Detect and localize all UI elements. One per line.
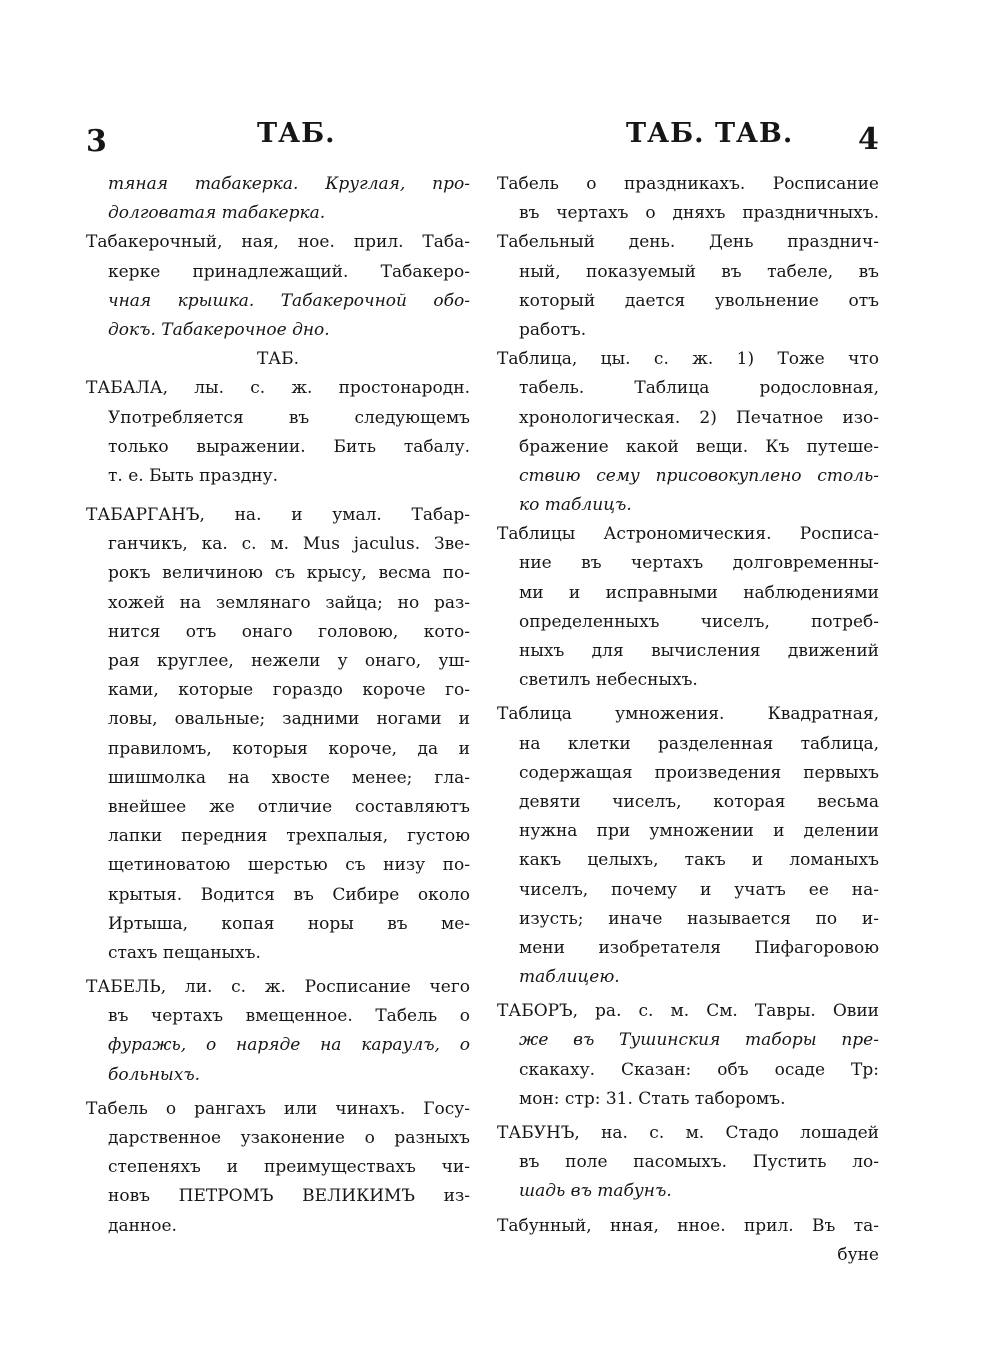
right-column — [497, 170, 879, 1270]
text-line: керке принадлежащий. Табакеро- — [108, 261, 470, 282]
text-line: ТАБАРГАНЪ, на. и умал. Табар- — [86, 505, 470, 526]
text-line: шишмолка на хвосте менее; гла- — [108, 767, 470, 788]
text-line: хронологическая. 2) Печатное изо- — [519, 407, 879, 428]
text-line: бражение какой вещи. Къ путеше- — [519, 436, 879, 457]
text-line: ТАБУНЪ, на. с. м. Стадо лошадей — [497, 1123, 879, 1143]
catchword: буне — [837, 1244, 879, 1265]
text-line: Табель о праздникахъ. Росписание — [497, 174, 879, 194]
text-line: девяти чиселъ, которая весьма — [519, 791, 879, 812]
entry-tablitsa — [497, 345, 879, 520]
text-line: скакаху. Сказан: объ осаде Тр: — [519, 1059, 879, 1080]
text-line: только выражении. Бить табалу. — [108, 436, 470, 457]
text-line: мени изобретателя Пифагоровою — [519, 937, 879, 958]
text-line: данное. — [108, 1215, 177, 1236]
text-line: ми и исправными наблюдениями — [519, 582, 879, 603]
entry-tabargan — [86, 501, 470, 968]
text-line: ТАБАЛА, лы. с. ж. простонародн. — [86, 378, 470, 399]
left-column — [86, 170, 470, 1241]
text-line: работъ. — [519, 319, 587, 340]
text-line: чиселъ, почему и учатъ ее на- — [519, 879, 879, 900]
text-line: ловы, овальные; задними ногами и — [108, 709, 470, 730]
text-line: крытыя. Водится въ Сибире около — [108, 884, 470, 905]
text-line: внейшее же отличие составляютъ — [108, 796, 470, 817]
entry-tabakerochny — [86, 228, 470, 345]
text-line: ками, которые гораздо короче го- — [108, 680, 470, 701]
entry-tabelny-den — [497, 228, 879, 345]
text-line: хожей на землянаго зайца; но раз- — [108, 592, 470, 613]
text-line: светилъ небесныхъ. — [519, 670, 698, 691]
text-line: тяная табакерка. Круглая, про- — [108, 174, 470, 194]
text-line: Табакерочный, ная, ное. прил. Таба- — [86, 232, 470, 253]
text-line: Табель о рангахъ или чинахъ. Госу- — [86, 1098, 470, 1119]
text-line: правиломъ, которыя короче, да и — [108, 738, 470, 759]
text-line: Таблица умножения. Квадратная, — [497, 704, 879, 725]
text-line: ние въ чертахъ долговременны- — [519, 553, 879, 574]
running-head-left: ТАБ. — [257, 118, 336, 149]
text-line: ТАБОРЪ, ра. с. м. См. Тавры. Овии — [497, 1001, 879, 1022]
text-line: ко таблицъ. — [519, 495, 632, 516]
page-number-right: 4 — [858, 122, 880, 157]
text-line: табель. Таблица родословная, — [519, 378, 879, 399]
entry-tabel-o-prazdnikakh — [497, 170, 879, 228]
text-line: фуражь, о наряде на караулъ, о — [108, 1035, 470, 1056]
text-line: Таблица, цы. с. ж. 1) Тоже что — [497, 349, 879, 370]
entry-tablitsy-astronomicheskiya — [497, 520, 879, 695]
text-line: ствию сему присовокуплено столь- — [519, 465, 879, 486]
text-line: докъ. Табакерочное дно. — [108, 319, 330, 340]
text-line: ТАБЕЛЬ, ли. с. ж. Росписание чего — [86, 977, 470, 998]
text-line: ный, показуемый въ табеле, въ — [519, 261, 879, 282]
text-line: мон: стр: 31. Стать таборомъ. — [519, 1088, 786, 1109]
text-line: въ чертахъ вмещенное. Табель о — [108, 1006, 470, 1027]
entry-tabakerka-continued — [86, 170, 470, 228]
entry-tabala — [86, 374, 470, 491]
text-line: въ чертахъ о дняхъ праздничныхъ. — [519, 203, 879, 224]
text-line: таблицею. — [519, 967, 620, 988]
section-heading: ТАБ. — [256, 349, 300, 370]
text-line: ныхъ для вычисления движений — [519, 641, 879, 661]
entry-tabel-o-rangakh — [86, 1095, 470, 1241]
text-line: чная крышка. Табакерочной обо- — [108, 290, 470, 311]
text-line: же въ Тушинския таборы пре- — [519, 1030, 879, 1051]
text-line: нится отъ онаго головою, кото- — [108, 621, 470, 642]
text-line: рокъ величиною съ крысу, весма по- — [108, 563, 470, 584]
text-line: дарственное узаконение о разныхъ — [108, 1128, 470, 1148]
text-line: новъ ПЕТРОМЪ ВЕЛИКИМЪ из- — [108, 1186, 470, 1207]
text-line: щетиноватою шерстью съ низу по- — [108, 855, 470, 876]
text-line: шадь въ табунъ. — [519, 1181, 672, 1202]
text-line: на клетки разделенная таблица, — [519, 733, 879, 754]
entry-tabun — [497, 1119, 879, 1207]
entry-tabor — [497, 997, 879, 1114]
text-line: который дается увольнение отъ — [519, 290, 879, 311]
text-line: ганчикъ, ка. с. м. Mus jaculus. Зве- — [108, 534, 470, 555]
text-line: Употребляется въ следующемъ — [108, 407, 470, 428]
entry-tabunny — [497, 1212, 879, 1270]
text-line: стахъ пещаныхъ. — [108, 942, 261, 963]
text-line: Табельный день. День празднич- — [497, 232, 879, 253]
text-line: больныхъ. — [108, 1064, 201, 1085]
text-line: степеняхъ и преимуществахъ чи- — [108, 1157, 470, 1178]
text-line: Таблицы Астрономическия. Росписа- — [497, 524, 879, 545]
entry-tabel — [86, 973, 470, 1090]
text-line: въ поле пасомыхъ. Пустить ло- — [519, 1152, 879, 1173]
entry-tablitsa-umnozheniya — [497, 700, 879, 992]
text-line: рая круглее, нежели у онаго, уш- — [108, 651, 470, 671]
text-line: долговатая табакерка. — [108, 203, 326, 224]
text-line: изусть; иначе называется по и- — [519, 908, 879, 929]
text-line: лапки передния трехпалыя, густою — [108, 826, 470, 847]
text-line: Иртыша, копая норы въ ме- — [108, 913, 470, 934]
page-number-left: 3 — [86, 124, 108, 159]
text-line: какъ целыхъ, такъ и ломаныхъ — [519, 850, 879, 871]
text-line: т. е. Быть праздну. — [108, 465, 278, 486]
text-line: определенныхъ чиселъ, потреб- — [519, 611, 879, 632]
text-line: нужна при умножении и делении — [519, 821, 879, 842]
text-line: содержащая произведения первыхъ — [519, 762, 879, 783]
text-line: Табунный, нная, нное. прил. Въ та- — [497, 1215, 879, 1236]
running-head-right: ТАБ. ТАВ. — [626, 118, 794, 149]
